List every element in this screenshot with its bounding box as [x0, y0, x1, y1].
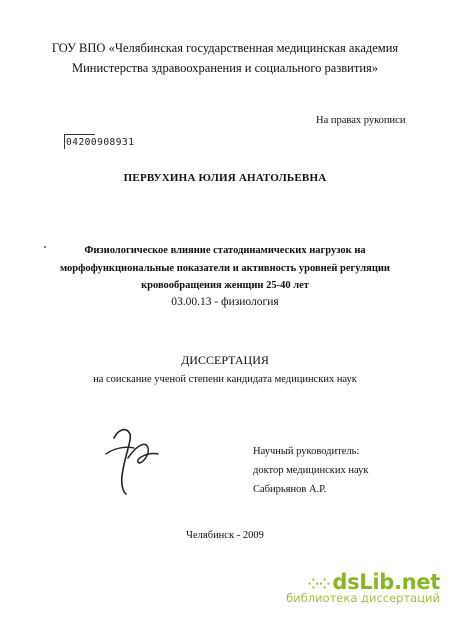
- watermark-brand: dsLib.net: [332, 570, 440, 594]
- city-year: Челябинск - 2009: [186, 530, 264, 541]
- title-line-2: морфофункциональные показатели и активность уровней регуляции: [60, 262, 390, 274]
- document-type: ДИССЕРТАЦИЯ: [181, 353, 269, 367]
- dslib-watermark[interactable]: [286, 570, 440, 605]
- degree-line: на соискание ученой степени кандидата медицинских наук: [93, 374, 357, 385]
- supervisor-block: [253, 442, 368, 499]
- title-line-3: кровообращения женщин 25-40 лет: [141, 280, 309, 291]
- handwritten-signature: [96, 418, 166, 498]
- institution-line-1: ГОУ ВПО «Челябинская государственная медицинская академия: [51, 41, 399, 55]
- title-line-1: Физиологическое влияние статодинамических нагрузок на: [84, 245, 366, 256]
- watermark-dots-icon: ⁘⁘: [307, 577, 331, 593]
- supervisor-name: Сабирьянов А.Р.: [253, 484, 327, 495]
- specialty-code: 03.00.13 - физиология: [171, 296, 279, 308]
- institution-line-2: Министерства здравоохранения и социального развития»: [71, 61, 379, 75]
- dissertation-title: [0, 242, 450, 295]
- watermark-tagline: библиотека диссертаций: [286, 591, 440, 605]
- supervisor-degree: доктор медицинских наук: [253, 465, 369, 476]
- registration-stamp-number: 04200908931: [66, 137, 135, 148]
- manuscript-rights-note: На правах рукописи: [316, 115, 406, 126]
- institution-header: [0, 38, 450, 78]
- supervisor-label: Научный руководитель:: [253, 446, 360, 457]
- author-name: ПЕРВУХИНА ЮЛИЯ АНАТОЛЬЕВНА: [123, 172, 327, 184]
